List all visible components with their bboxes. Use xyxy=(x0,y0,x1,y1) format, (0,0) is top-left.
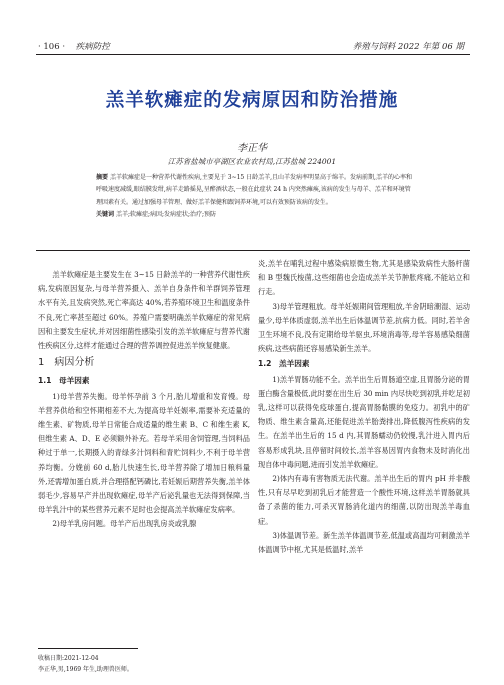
keywords-label: 关键词 xyxy=(96,211,115,219)
article-title: 羔羊软瘫症的发病原因和防治措施 xyxy=(105,90,399,111)
paragraph-ewe-nutrition: 1)母羊营养失衡。母羊怀孕前 3 个月,胎儿增重和发育慢。母羊营养供给和空怀期相差不大,为提高母羊妊娠率,需要补充适量的维生素、矿物质,母羊日常能合成适量的维生素 B、C 和维生素 K,但维生素 A、D、E 必须额外补充。若母羊采用舍饲管理,当饲料品种过于单一,长期摄入的青绿多汁饲料和青贮饲料少,不利于母羊营养均衡。分娩前 60 d,胎儿快速生长,母羊营养除了增加日粮料量外,还需增加蛋白质,并合理搭配钙磷比,若妊娠后期营养失衡,羔羊体弱毛少,容易早产并出现软瘫症,母羊产后泌乳量也无法得到保障,当母羊乳汁中的某些营养元素不足时也会提高羔羊软瘫症发病率。 xyxy=(38,391,250,515)
abstract-label: 摘要 xyxy=(96,174,109,181)
right-column xyxy=(258,257,470,557)
page-header-left xyxy=(38,40,110,52)
abstract-text: 羔羊软瘫症是一种营养代谢性疾病,主要见于 3~15 日龄羔羊,且山羊发病率明显高于绵羊。发病前期,羔羊的心率和呼吸速度减缓,眼结膜发绀,病羊走路摇晃,呈醉酒状态,一般在此症状 24 h 内突然瘫痪,该病的发生与母羊、羔羊和环境管理因素有关。通过加强母羊管理、做好羔羊保健和跟饲养环境,可以有效预防该病的发生。 xyxy=(96,174,412,206)
abstract-block xyxy=(96,172,412,222)
paragraph-lamb-gut: 1)羔羊胃肠功能不全。羔羊出生后胃肠道空虚,且胃肠分泌的胃蛋白酶含量极低,此时要在出生后 30 min 内尽快吃到初乳并吃足初乳,这样可以获得免疫球蛋白,提高胃肠黏膜的免疫力。初乳中的矿物质、维生素含量高,还能促进羔羊胎粪排出,降低腹泻性疾病的发生。在羔羊出生后的 15 d 内,其胃肠蠕动仍较慢,乳汁进入胃内后容易形成乳块,且停留时间较长,羔羊容易因胃内食物未及时消化出现自体中毒问题,进而引发羔羊软瘫症。 xyxy=(258,374,470,469)
paragraph-ewe-udder: 2)母羊乳房问题。母羊产后出现乳房炎或乳腺 xyxy=(52,519,197,529)
paragraph-ewe-management: 3)母羊管理粗放。母羊妊娠期间管理粗放,羊舍阴暗潮湿、运动量少,母羊体质虚弱,羔羊出生后体温调节差,抗病力低。同时,若羊舍卫生环境不良,没有定期给母羊驱虫,环境消毒等,母羊容易感染细菌疾病,这些病菌还容易感染新生羔羊。 xyxy=(258,301,470,354)
paragraph-lamb-temperature: 3)体温调节差。新生羔羊体温调节差,低温或高温均可刺激羔羊体温调节中枢,尤其是低温时,羔羊 xyxy=(258,530,470,555)
abstract-rule xyxy=(36,250,470,251)
header-rule xyxy=(36,54,470,55)
author-affiliation: 江苏省盐城市亭湖区农业农村局,江苏盐城 224001 xyxy=(167,157,337,166)
footnote-author-bio: 李正华,男,1969 年生,助理兽医师。 xyxy=(38,666,133,673)
footnote-rule xyxy=(38,648,138,649)
left-column xyxy=(38,268,250,532)
page-number: · 106 · xyxy=(38,42,66,52)
author-name: 李正华 xyxy=(237,143,267,154)
journal-name: 养殖与饲料 2022 年第 06 期 xyxy=(352,42,464,52)
keywords-text: 羔羊;软瘫症;病因;发病症状;治疗;预防 xyxy=(115,211,217,219)
subsection-heading-1-2: 1.2 羔羊因素 xyxy=(258,359,310,369)
subsection-heading-1-1: 1.1 母羊因素 xyxy=(38,376,90,386)
paragraph-lamb-toxins: 2)体内有毒有害物质无法代谢。羔羊出生后的胃内 pH 并非酸性,只有尽早吃到初乳后才能营造一个酸性环境,这样羔羊胃肠就具备了杀菌的能力,可杀灭胃肠消化道内的细菌,以防出现羔羊毒血症。 xyxy=(258,474,470,526)
section-label: 疾病防控 xyxy=(75,42,110,52)
footnote-received-date: 收稿日期:2021-12-04 xyxy=(38,655,99,662)
paragraph-continued: 炎,羔羊在哺乳过程中感染病原微生物,尤其是感染致病性大肠杆菌和 B 型魏氏梭菌,这些细菌也会造成羔羊关节肿胀疼痛,不能站立和行走。 xyxy=(258,259,470,297)
section-heading-1: 1 病因分析 xyxy=(38,357,95,369)
intro-paragraph: 羔羊软瘫症是主要发生在 3~15 日龄羔羊的一种营养代谢性疾病,发病原因复杂,与母羊营养摄入、羔羊自身条件和羊群饲养管理水平有关,且发病突然,死亡率高达 40%,若养殖环境卫生和温度条件不良,死亡率甚至超过 60%。养殖户需要明确羔羊软瘫症的常见病因和主要发生症状,并对因细菌性感染引发的羔羊软瘫症与营养代谢性疾病区分,这样才能通过合理的营养调控促进羔羊恢复健康。 xyxy=(38,270,250,351)
